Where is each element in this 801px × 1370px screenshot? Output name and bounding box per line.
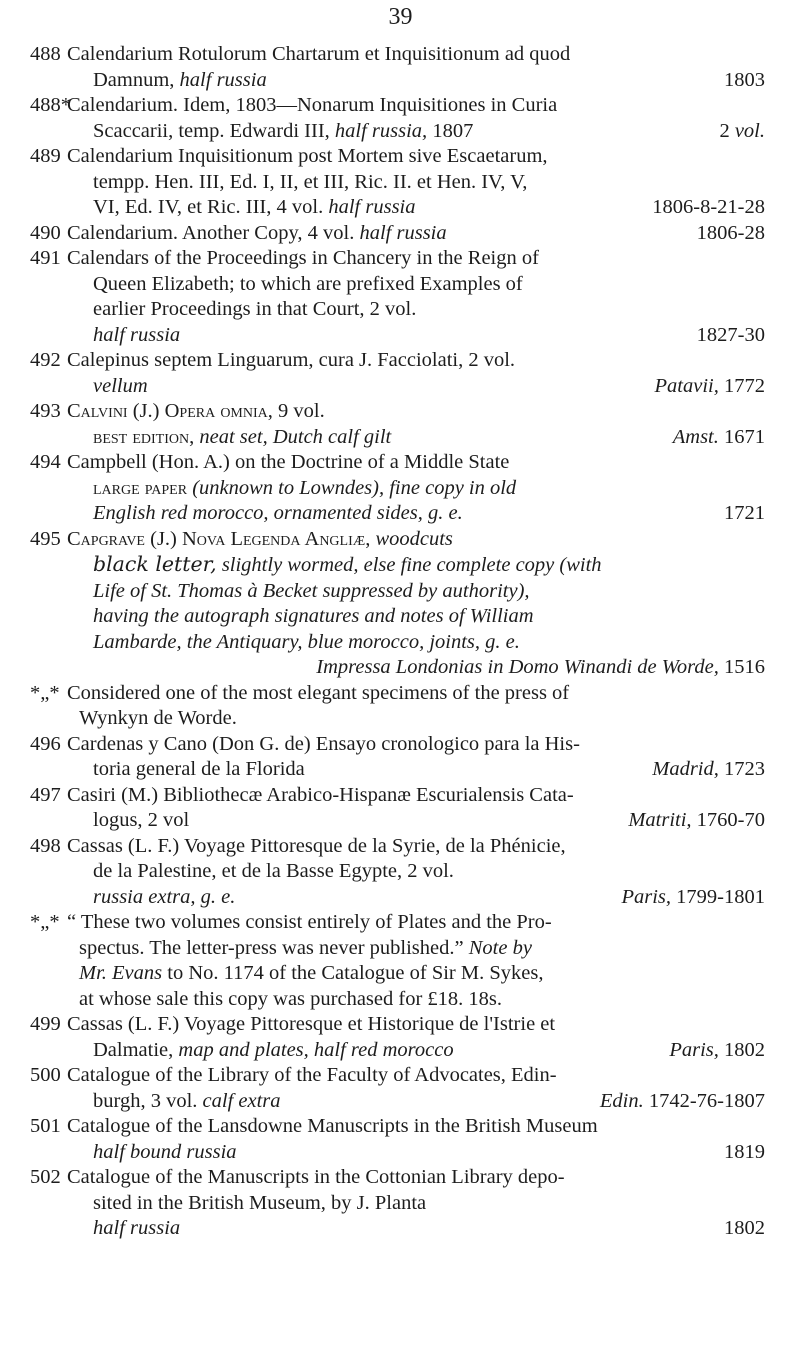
entry-place: Amst. <box>672 425 719 448</box>
list-item <box>30 1165 765 1242</box>
lot-number: 494 <box>30 451 61 473</box>
list-item <box>30 246 765 348</box>
entry-date: 1671 <box>718 425 765 448</box>
entry-date: 1806-8-21-28 <box>652 196 765 218</box>
entry-text: Life of St. Thomas à Becket suppressed by authority), <box>93 579 530 602</box>
list-item <box>30 527 765 681</box>
entry-text <box>67 552 765 579</box>
entry-text: de la Palestine, et de la Basse Egypte, 2 vol. <box>93 860 454 882</box>
entry-title <box>67 527 765 553</box>
lot-number: 488 <box>30 43 61 65</box>
list-item <box>30 834 765 911</box>
lot-number: 495 <box>30 527 61 550</box>
entry-place: Patavii, <box>654 374 719 397</box>
entry-date: 1827-30 <box>696 323 765 346</box>
entry-text: Damnum, <box>93 68 180 91</box>
entry-title: Calepinus septem Linguarum, cura J. Facciolati, 2 vol. <box>67 349 516 371</box>
entry-date: 1742-76-1807 <box>643 1089 765 1112</box>
binding-text: half russia <box>359 221 447 244</box>
entry-text: VI, Ed. IV, et Ric. III, 4 vol. <box>93 196 329 218</box>
entry-title: Cardenas y Cano (Don G. de) Ensayo cronologico para la His- <box>67 732 580 755</box>
entry-date: 1803 <box>724 68 765 91</box>
entry-volumes: vol. <box>734 119 765 142</box>
lot-number: 496 <box>30 732 61 755</box>
lot-number: 491 <box>30 247 61 269</box>
entry-title: Calendarium Inquisitionum post Mortem sive Escaetarum, <box>67 145 548 167</box>
entry-date: 1819 <box>724 1140 765 1163</box>
entry-title: Cassas (L. F.) Voyage Pittoresque de la Syrie, de la Phénicie, <box>67 834 566 857</box>
list-item <box>30 221 765 247</box>
list-item <box>30 42 765 93</box>
lot-number: 498 <box>30 834 61 857</box>
entry-title: Calendarium Rotulorum Chartarum et Inquisitionum ad quod <box>67 43 571 65</box>
entry-text: woodcuts <box>370 527 453 550</box>
lot-number: 497 <box>30 783 61 806</box>
binding-text: half russia <box>93 1217 181 1239</box>
note-mark: *„* <box>30 911 60 933</box>
entry-place: Paris, <box>621 885 672 908</box>
entry-text: earlier Proceedings in that Court, 2 vol. <box>93 298 417 320</box>
list-item <box>30 1114 765 1165</box>
lot-number: 492 <box>30 349 61 371</box>
entry-text: having the autograph signatures and notes of William <box>93 605 534 627</box>
note-text <box>67 961 765 987</box>
entry-text: toria general de la Florida <box>93 758 305 780</box>
catalogue-note <box>30 681 765 732</box>
binding-text: half russia <box>179 68 267 91</box>
lot-number: 488* <box>30 94 71 116</box>
entry-title: Casiri (M.) Bibliothecæ Arabico-Hispanæ Escurialensis Cata- <box>67 783 574 806</box>
entry-detail <box>67 1140 765 1166</box>
entry-text: Scaccarii, temp. Edwardi III, <box>93 119 335 142</box>
entry-detail <box>67 323 765 349</box>
entry-detail <box>67 885 765 911</box>
entry-date: 1723 <box>718 758 765 780</box>
list-item <box>30 732 765 783</box>
lot-number: 502 <box>30 1166 61 1188</box>
binding-text: English red morocco, ornamented sides, g. e. <box>93 502 463 524</box>
entry-text: tempp. Hen. III, Ed. I, II, et III, Ric. II. et Hen. IV, V, <box>93 170 528 193</box>
binding-text: (unknown to Lowndes), fine copy in old <box>187 476 517 499</box>
entry-title: Catalogue of the Manuscripts in the Cottonian Library depo- <box>67 1166 565 1188</box>
page-number: 39 <box>388 4 413 30</box>
entry-text: Queen Elizabeth; to which are prefixed Examples of <box>93 272 523 295</box>
note-attribution: Note by <box>468 936 532 959</box>
entry-title: Catalogue of the Library of the Faculty of Advocates, Edin- <box>67 1064 557 1086</box>
entry-title <box>67 221 765 247</box>
entry-date: 1806-28 <box>696 221 765 244</box>
lot-number: 493 <box>30 400 61 422</box>
entry-detail <box>67 808 765 834</box>
entry-detail <box>67 1216 765 1242</box>
entry-detail <box>67 501 765 527</box>
entry-title: Calendarium. Idem, 1803—Nonarum Inquisitiones in Curia <box>67 94 558 116</box>
note-text: spectus. The letter-press was never published.” <box>79 936 469 959</box>
entry-title: Campbell (Hon. A.) on the Doctrine of a Middle State <box>67 451 510 473</box>
entry-text <box>67 476 765 502</box>
entry-title <box>67 399 765 425</box>
list-item <box>30 144 765 221</box>
entry-imprint <box>67 655 765 681</box>
binding-text: vellum <box>93 374 148 397</box>
entry-detail <box>67 1038 765 1064</box>
list-item <box>30 1063 765 1114</box>
entry-author: Calvini (J.) Opera omnia, <box>67 400 273 422</box>
entry-date: 1760-70 <box>691 809 765 831</box>
lot-number: 500 <box>30 1064 61 1086</box>
entry-text: sited in the British Museum, by J. Planta <box>93 1191 427 1214</box>
binding-text: half russia <box>328 196 416 218</box>
list-item <box>30 1012 765 1063</box>
binding-text: half russia, <box>334 119 428 142</box>
entry-author: Capgrave (J.) Nova Legenda Angliæ, <box>67 527 371 550</box>
entry-place: Edin. <box>599 1089 644 1112</box>
binding-text: half russia <box>93 323 181 346</box>
entry-detail <box>67 1089 765 1115</box>
entry-text: Dalmatie, <box>93 1038 179 1061</box>
lot-number: 490 <box>30 221 61 244</box>
note-text: Considered one of the most elegant specimens of the press of <box>67 681 570 704</box>
list-item <box>30 93 765 144</box>
entry-text: burgh, 3 vol. <box>93 1089 203 1112</box>
entry-title: Cassas (L. F.) Voyage Pittoresque et Historique de l'Istrie et <box>67 1013 556 1035</box>
entry-date: 1802 <box>718 1038 765 1061</box>
entry-date: 1516 <box>718 656 765 678</box>
list-item <box>30 348 765 399</box>
entry-text: Lambarde, the Antiquary, blue morocco, joints, g. e. <box>93 630 520 653</box>
note-text: Wynkyn de Worde. <box>79 707 237 729</box>
entry-date: 1807 <box>427 119 474 142</box>
binding-text: calf extra <box>202 1089 281 1112</box>
entry-date: 1721 <box>724 502 765 524</box>
note-attribution: Mr. Evans <box>79 962 163 984</box>
imprint-text: Impressa Londonias in Domo Winandi de Worde, <box>316 656 719 678</box>
binding-text: map and plates, half red morocco <box>178 1038 454 1061</box>
entry-detail <box>67 425 765 451</box>
edition-text: large paper <box>93 476 188 499</box>
entry-detail <box>67 757 765 783</box>
black-letter-text: black letter, <box>93 552 217 576</box>
lot-number: 501 <box>30 1115 61 1137</box>
list-item <box>30 783 765 834</box>
condition-text: slightly wormed, else fine complete copy (with <box>216 554 602 576</box>
entry-detail <box>67 119 765 145</box>
entry-date: 1799-1801 <box>671 885 765 908</box>
entry-place: Matriti, <box>628 809 692 831</box>
lot-number: 499 <box>30 1013 61 1035</box>
entry-title: Calendars of the Proceedings in Chancery in the Reign of <box>67 247 539 269</box>
entry-place: Madrid, <box>652 758 719 780</box>
entry-title: Catalogue of the Lansdowne Manuscripts in the British Museum <box>67 1115 598 1137</box>
edition-text: best edition, <box>93 425 195 448</box>
list-item <box>30 399 765 450</box>
binding-text: neat set, Dutch calf gilt <box>194 425 392 448</box>
entry-detail <box>67 68 765 94</box>
binding-text: half bound russia <box>93 1140 237 1163</box>
note-text <box>67 936 765 962</box>
list-item <box>30 450 765 527</box>
entry-text: logus, 2 vol <box>93 809 190 831</box>
entry-text: 2 <box>719 119 735 142</box>
binding-text: russia extra, g. e. <box>93 885 236 908</box>
catalogue-list <box>30 42 765 1242</box>
lot-number: 489 <box>30 145 61 167</box>
entry-place: Paris, <box>669 1038 719 1061</box>
entry-date: 1772 <box>718 374 765 397</box>
note-text: “ These two volumes consist entirely of Plates and the Pro- <box>67 911 552 933</box>
entry-text: Calendarium. Another Copy, 4 vol. <box>67 221 360 244</box>
entry-text: 9 vol. <box>272 400 325 422</box>
entry-detail <box>67 195 765 221</box>
note-text: to No. 1174 of the Catalogue of Sir M. Sykes, <box>162 962 544 984</box>
entry-date: 1802 <box>724 1217 765 1239</box>
note-mark: *„* <box>30 681 60 704</box>
note-text: at whose sale this copy was purchased for £18. 18s. <box>79 987 503 1010</box>
entry-detail <box>67 374 765 400</box>
catalogue-note <box>30 910 765 1012</box>
